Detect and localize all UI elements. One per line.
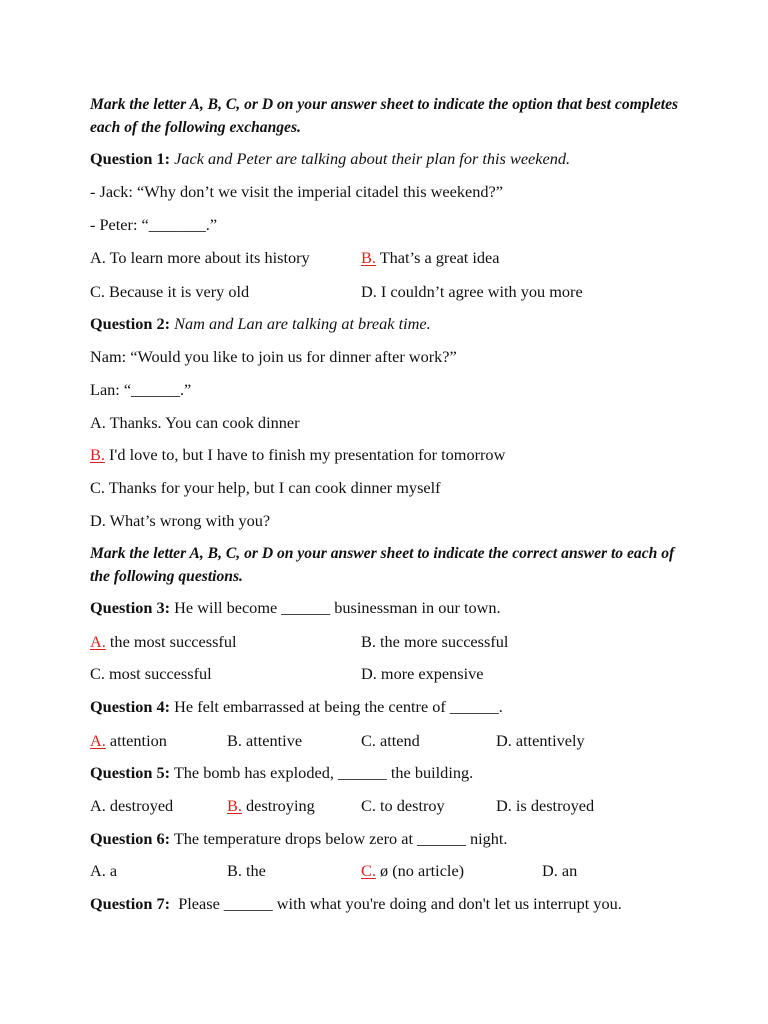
dialogue-line: Nam: “Would you like to join us for dinner after work?” xyxy=(90,347,457,366)
question-2 xyxy=(90,314,728,334)
option-text: attention xyxy=(109,731,167,750)
dialogue-line: Lan: “______.” xyxy=(90,380,192,399)
option-text: destroying xyxy=(246,796,315,815)
question-label: Question 7: xyxy=(90,894,171,913)
option-letter: A. xyxy=(90,413,106,432)
option-text: What’s wrong with you? xyxy=(109,511,271,530)
option-text: Because it is very old xyxy=(109,282,250,301)
question-context: Jack and Peter are talking about their plan for this weekend. xyxy=(174,149,571,168)
question-label: Question 6: xyxy=(90,829,171,848)
option-letter: C. xyxy=(90,478,105,497)
option-text: an xyxy=(561,861,578,880)
option-letter: C. xyxy=(90,282,105,301)
option-text: the more successful xyxy=(380,632,509,651)
answer-letter: B. xyxy=(227,796,242,815)
option-text: attentive xyxy=(246,731,303,750)
question-6 xyxy=(90,829,728,849)
question-7 xyxy=(90,894,728,914)
option-c xyxy=(90,282,249,302)
option-text: destroyed xyxy=(109,796,174,815)
question-1 xyxy=(90,149,728,169)
option-c xyxy=(361,796,445,816)
option-a xyxy=(90,796,173,816)
option-a xyxy=(90,248,310,268)
option-text: is destroyed xyxy=(515,796,595,815)
option-text: I'd love to, but I have to finish my presentation for tomorrow xyxy=(109,445,506,464)
question-label: Question 2: xyxy=(90,314,171,333)
option-a xyxy=(90,731,167,751)
question-text: He felt embarrassed at being the centre of ______. xyxy=(174,697,503,716)
option-b xyxy=(227,796,315,816)
option-text: the xyxy=(246,861,266,880)
option-a xyxy=(90,632,237,652)
question-text: The bomb has exploded, ______ the building. xyxy=(173,763,474,782)
option-a xyxy=(90,861,117,881)
question-3 xyxy=(90,598,728,618)
option-d xyxy=(542,861,577,881)
option-letter: C. xyxy=(361,731,376,750)
option-letter: A. xyxy=(90,861,106,880)
option-letter: D. xyxy=(496,796,512,815)
question-text: He will become ______ businessman in our town. xyxy=(174,598,501,617)
option-b xyxy=(227,731,302,751)
option-text: most successful xyxy=(109,664,212,683)
option-c xyxy=(90,478,441,498)
option-letter: A. xyxy=(90,796,106,815)
answer-letter: B. xyxy=(90,445,105,464)
question-text: The temperature drops below zero at ______ night. xyxy=(173,829,508,848)
answer-letter: A. xyxy=(90,632,106,651)
option-text: Thanks for your help, but I can cook dinner myself xyxy=(108,478,441,497)
option-d xyxy=(361,282,583,302)
option-letter: D. xyxy=(496,731,512,750)
option-letter: C. xyxy=(90,664,105,683)
option-b xyxy=(361,248,500,268)
instruction-1: Mark the letter A, B, C, or D on your answer sheet to indicate the option that best completes each of the following exchanges. xyxy=(90,96,679,136)
question-label: Question 5: xyxy=(90,763,171,782)
option-text: a xyxy=(109,861,118,880)
option-letter: B. xyxy=(227,861,242,880)
option-letter: B. xyxy=(227,731,242,750)
question-label: Question 1: xyxy=(90,149,171,168)
option-d xyxy=(361,664,484,684)
question-4 xyxy=(90,697,728,717)
option-letter: D. xyxy=(90,511,106,530)
option-text: Thanks. You can cook dinner xyxy=(109,413,300,432)
question-label: Question 3: xyxy=(90,598,171,617)
option-letter: D. xyxy=(361,282,377,301)
answer-letter: A. xyxy=(90,731,106,750)
option-text: ø (no article) xyxy=(380,861,465,880)
option-d xyxy=(496,796,594,816)
question-label: Question 4: xyxy=(90,697,171,716)
option-b xyxy=(90,445,505,465)
answer-letter: C. xyxy=(361,861,376,880)
option-d xyxy=(90,511,270,531)
option-d xyxy=(496,731,585,751)
option-letter: D. xyxy=(361,664,377,683)
option-letter: D. xyxy=(542,861,558,880)
question-5 xyxy=(90,763,728,783)
option-a xyxy=(90,413,300,433)
dialogue-line: - Peter: “_______.” xyxy=(90,215,218,234)
option-text: more expensive xyxy=(380,664,484,683)
option-c xyxy=(361,731,420,751)
option-text: attentively xyxy=(515,731,585,750)
instruction-2: Mark the letter A, B, C, or D on your answer sheet to indicate the correct answer to each of the following questions. xyxy=(90,545,675,585)
option-text: To learn more about its history xyxy=(109,248,310,267)
option-text: the most successful xyxy=(109,632,237,651)
question-text: Please ______ with what you're doing and don't let us interrupt you. xyxy=(174,894,622,913)
option-c xyxy=(361,861,464,881)
option-text: to destroy xyxy=(380,796,445,815)
option-text: I couldn’t agree with you more xyxy=(380,282,583,301)
option-letter: C. xyxy=(361,796,376,815)
answer-letter: B. xyxy=(361,248,376,267)
option-b xyxy=(227,861,266,881)
dialogue-line: - Jack: “Why don’t we visit the imperial citadel this weekend?” xyxy=(90,182,503,201)
option-letter: B. xyxy=(361,632,376,651)
question-context: Nam and Lan are talking at break time. xyxy=(174,314,431,333)
option-b xyxy=(361,632,508,652)
option-text: That’s a great idea xyxy=(379,248,500,267)
option-c xyxy=(90,664,212,684)
option-letter: A. xyxy=(90,248,106,267)
option-text: attend xyxy=(380,731,420,750)
